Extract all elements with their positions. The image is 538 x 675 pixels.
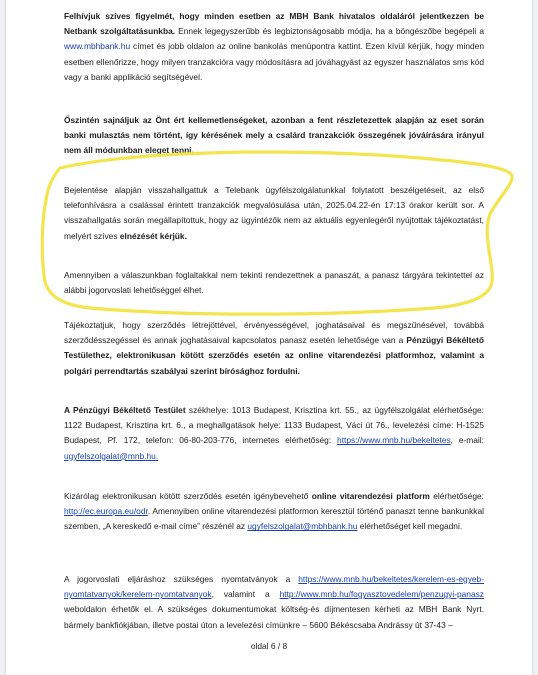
body-text: elérhetősége: [429, 491, 484, 501]
paragraph-remedy-intro: Amennyiben a válaszunkban foglaltakkal nem tekinti rendezettnek a panaszát, a panasz tárgyára tekintettel az alábbi jogorvoslati lehetőséggel élhet. [64, 270, 484, 296]
mbh-email-link[interactable]: ugyfelszolgalat@mbhbank.hu [247, 521, 358, 532]
body-text: Tájékoztatjuk, hogy szerződés létrejöttével, érvényességével, joghatásaival és megszűnésével, továbbá szerződésszegéssel és annak joghatásaival kapcsolatos panasz esetén lehetősége van a [64, 320, 484, 346]
bold-text: Pénzügyi Békéltető Testülethez, elektronikusan kötött szerződés esetén az online vitarendezési platformhoz, valamint a polgári perrendtartás szabályai szerint bírósághoz fordulni. [64, 335, 484, 376]
bold-text: Felhívjuk szíves figyelmét, hogy minden esetben az MBH Bank hivatalos oldaláról jelentkezzen be Netbank szolgáltatásunkba. [64, 11, 484, 37]
bold-text: online vitarendezési platform [311, 491, 430, 501]
body-text: , e-mail: [450, 435, 484, 446]
odr-link[interactable]: http://ec.europa.eu/odr [64, 506, 148, 517]
bold-text: A Pénzügyi Békéltető Testület [64, 405, 186, 415]
body-text: Bejelentése alapján visszahallgattuk a Telebank ügyfélszolgálatunkkal folytatott beszélgetéseit, az első telefonhívásra a csalással érintett tranzakciók megvalósulása után, 2025.04.22-én 17:13 órakor került sor. A visszahallgatás során megállapítottuk, hogy az ügyintézők nem az aktuális egyenlegéről nyújtottak tájékoztatást, melyért szíves [64, 185, 484, 241]
paragraph-pbt-contact [64, 403, 484, 464]
body-text: székhelye: 1013 Budapest, Krisztina krt. 55., az ügyfélszolgálat elérhetősége: 1122 Budapest, Krisztina krt. 6., a meghallgatások helye: 1133 Budapest, Váci út 76., levelezési címe: H-1525 Budapest, Pf. 172, telefon: 06-80-203-776, internetes elérhetőség: [64, 405, 484, 446]
paragraph-legal-options [64, 318, 484, 379]
paragraph-rejection: Őszintén sajnáljuk az Önt ért kellemetlenségeket, azonban a fent részletezettek alapján az eset során banki mulasztás nem történt, így kérésének mely a csalárd tranzakciók összegének jóváírására irányul nem áll módunkban eleget tenni. [64, 115, 484, 156]
paragraph-call-review [64, 183, 484, 244]
body-text: Kizárólag elektronikusan kötött szerződés esetén igénybevehető [64, 491, 312, 501]
body-text: címet és jobb oldalon az online bankolás menüpontra kattint. Ezen kívül kérjük, hogy minden esetben ellenőrizze, hogy milyen tranzakcióra vagy módosításra ad jóváhagyást az egyszer használatos sms kód vagy a banki applikáció segítségével. [64, 41, 484, 82]
document-page [6, 0, 532, 675]
mnb-email-link[interactable]: ugyfelszolgalat@mnb.hu. [64, 450, 159, 461]
paragraph-odr-platform [64, 489, 484, 535]
body-text: Ennek legegyszerűbb és legbiztonságosabb módja, ha a böngészőbe begépeli a [175, 26, 484, 37]
page-number: oldal 6 / 8 [250, 641, 288, 651]
body-text: . Amennyiben online vitarendezési platformon keresztül történő panaszt tenne bankunkkal szemben, „A kereskedő e-mail címe” részénél az [64, 506, 484, 532]
body-text: , valamint a [211, 589, 280, 600]
body-text: weboldalon érhetők el. A szükséges dokumentumokat költség-és díjmentesen kérheti az MBH Bank Nyrt. bármely bankfiókjában, illetve postai úton a levelezési címünkre – 5600 Békéscsaba Andrássy út 37-43 – [64, 604, 484, 630]
mnb-bekeltetes-link[interactable]: https://www.mnb.hu/bekeltetes [337, 435, 451, 446]
paragraph-forms [64, 572, 484, 633]
body-text: A jogorvoslati eljáráshoz szükséges nyomtatványok a [64, 574, 299, 584]
bold-text: elnézését kérjük. [119, 230, 187, 241]
bank-url[interactable]: www.mbhbank.hu [64, 41, 131, 52]
body-text: elérhetőséget kell megadni. [357, 521, 463, 532]
mnb-complaint-link[interactable]: http://www.mnb.hu/fogyasztovedelem/penzugyi-panasz [279, 589, 484, 600]
mnb-forms-link[interactable]: https://www.mnb.hu/bekeltetes/kerelem-es-egyeb-nyomtatvanyok/kerelem-nyomtatvanyok [64, 574, 484, 600]
paragraph-netbank-notice [64, 9, 484, 85]
